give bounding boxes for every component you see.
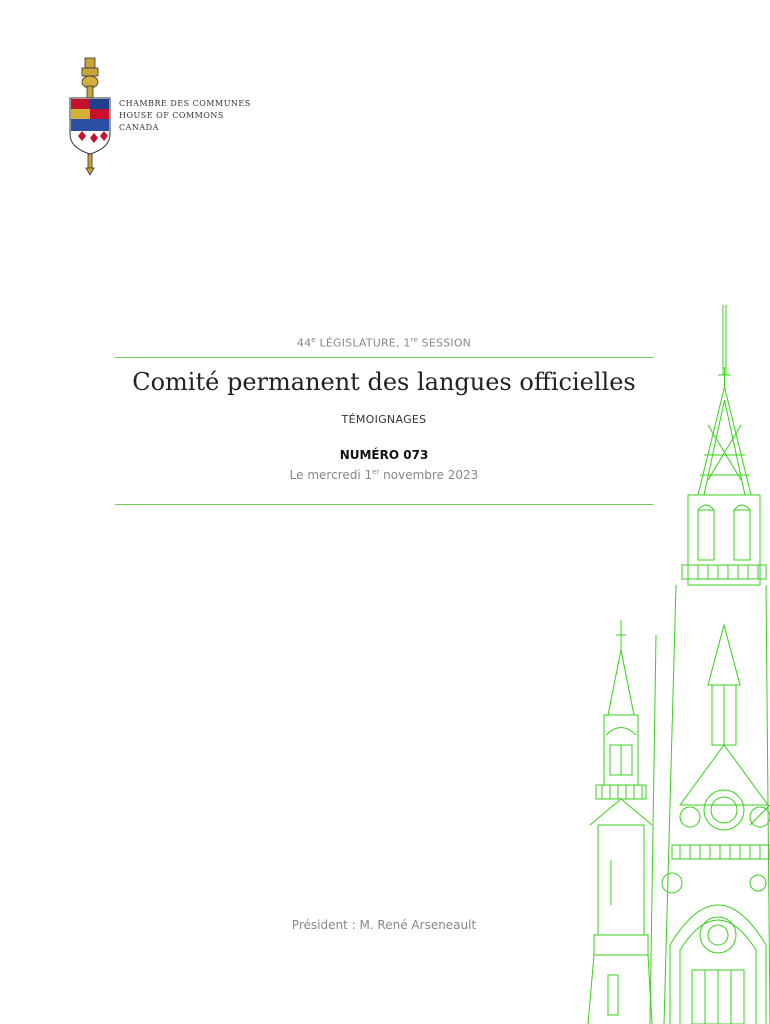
org-line-french: CHAMBRE DES COMMUNES xyxy=(119,99,251,108)
legislature-ordinal: 44 xyxy=(296,336,312,350)
meeting-number: NUMÉRO 073 xyxy=(339,448,429,462)
legislature-ordinal-sup: e xyxy=(311,336,316,344)
legislature-session xyxy=(115,336,653,350)
legislature-label: LÉGISLATURE, xyxy=(315,336,404,350)
top-divider xyxy=(115,357,653,358)
bottom-divider xyxy=(115,504,653,505)
meeting-date xyxy=(115,468,653,482)
date-prefix: Le mercredi xyxy=(289,468,365,482)
date-day-sup: er xyxy=(372,468,380,476)
date-rest: novembre 2023 xyxy=(379,468,479,482)
chair-label: Président : xyxy=(291,918,360,932)
session-number-sup: re xyxy=(410,336,418,344)
committee-chair xyxy=(115,918,653,932)
session-label: SESSION xyxy=(417,336,472,350)
date-day: 1 xyxy=(364,468,373,482)
session-number: 1 xyxy=(403,336,411,350)
document-type: TÉMOIGNAGES xyxy=(341,413,427,426)
org-line-english: HOUSE OF COMMONS xyxy=(119,111,224,120)
chair-name: M. René Arseneault xyxy=(359,918,477,932)
coat-of-arms-logo xyxy=(66,56,114,176)
organization-name xyxy=(119,98,251,134)
org-line-country: CANADA xyxy=(119,123,159,132)
committee-title: Comité permanent des langues officielles xyxy=(132,368,636,396)
